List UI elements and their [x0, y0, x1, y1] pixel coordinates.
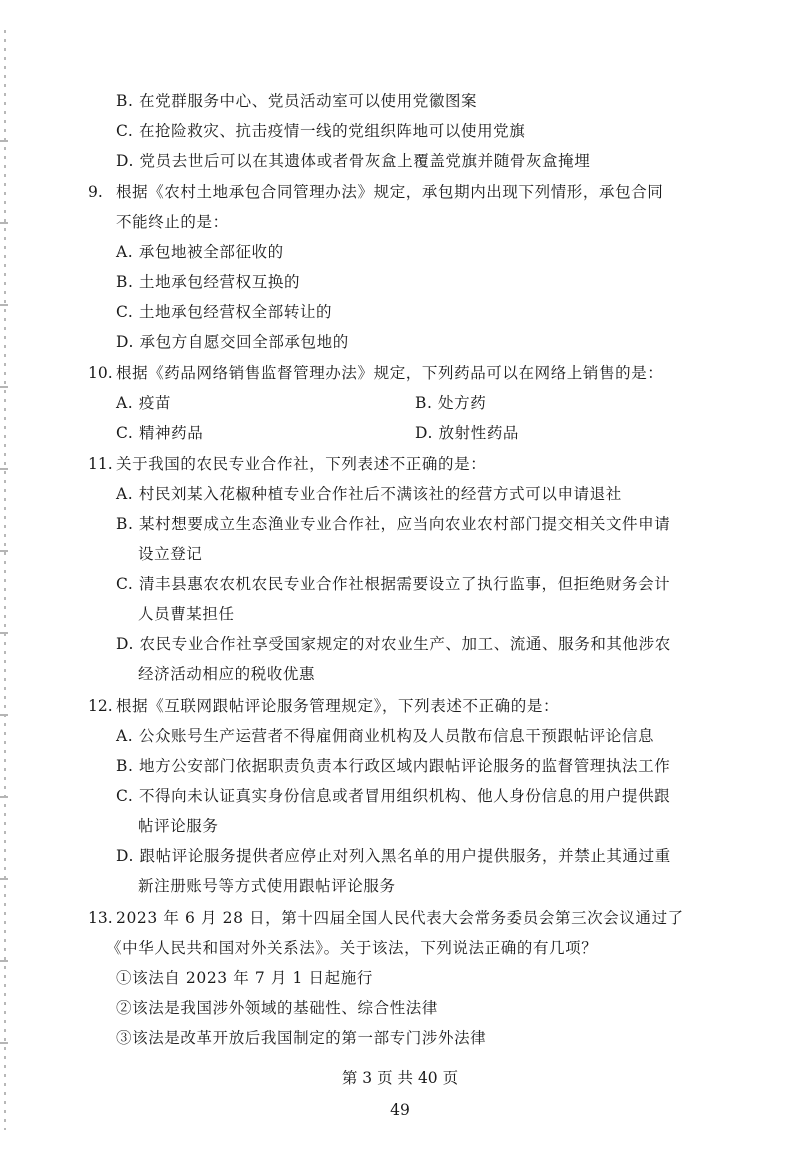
q10-option-a: A. 疫苗 [116, 394, 172, 412]
q8-option-c: C. 在抢险救灾、抗击疫情一线的党组织阵地可以使用党旗 [116, 122, 526, 140]
q9-number: 9. [88, 183, 103, 201]
binding-margin-ticks [0, 60, 8, 1110]
q13-item-1: ①该法自 2023 年 7 月 1 日起施行 [116, 969, 373, 987]
q13-stem-line2: 《中华人民共和国对外关系法》。关于该法，下列说法正确的有几项？ [106, 939, 598, 957]
q9-option-d: D. 承包方自愿交回全部承包地的 [116, 333, 349, 351]
q13-number: 13. [88, 909, 113, 927]
q12-option-c-line1: C. 不得向未认证真实身份信息或者冒用组织机构、他人身份信息的用户提供跟 [116, 787, 671, 805]
q10-option-b: B. 处方药 [415, 394, 487, 412]
q12-option-b: B. 地方公安部门依据职责负责本行政区域内跟帖评论服务的监督管理执法工作 [116, 757, 671, 775]
q9-stem-line1: 根据《农村土地承包合同管理办法》规定，承包期内出现下列情形，承包合同 [116, 183, 664, 201]
q10-option-d: D. 放射性药品 [415, 424, 520, 442]
q9-option-a: A. 承包地被全部征收的 [116, 243, 284, 261]
q9-stem-line2: 不能终止的是： [116, 213, 229, 231]
q9-option-c: C. 土地承包经营权全部转让的 [116, 303, 333, 321]
q12-option-d-line1: D. 跟帖评论服务提供者应停止对列入黑名单的用户提供服务，并禁止其通过重 [116, 847, 671, 865]
q12-option-c-line2: 帖评论服务 [138, 817, 219, 835]
q11-stem: 关于我国的农民专业合作社，下列表述不正确的是： [116, 455, 487, 473]
q12-stem: 根据《互联网跟帖评论服务管理规定》，下列表述不正确的是： [116, 697, 560, 715]
q11-option-c-line2: 人员曹某担任 [138, 605, 235, 623]
q9-option-b: B. 土地承包经营权互换的 [116, 273, 301, 291]
q11-option-c-line1: C. 清丰县惠农农机农民专业合作社根据需要设立了执行监事，但拒绝财务会计 [116, 575, 671, 593]
q10-stem: 根据《药品网络销售监督管理办法》规定，下列药品可以在网络上销售的是： [116, 364, 664, 382]
q11-option-b-line2: 设立登记 [138, 545, 203, 563]
q13-item-3: ③该法是改革开放后我国制定的第一部专门涉外法律 [116, 1029, 487, 1047]
q11-number: 11. [88, 455, 113, 473]
q12-option-d-line2: 新注册账号等方式使用跟帖评论服务 [138, 877, 396, 895]
q8-option-d: D. 党员去世后可以在其遗体或者骨灰盒上覆盖党旗并随骨灰盒掩埋 [116, 152, 591, 170]
q10-number: 10. [88, 364, 113, 382]
q11-option-b-line1: B. 某村想要成立生态渔业专业合作社，应当向农业农村部门提交相关文件申请 [116, 515, 671, 533]
page-number: 49 [390, 1101, 410, 1119]
q11-option-d-line1: D. 农民专业合作社享受国家规定的对农业生产、加工、流通、服务和其他涉农 [116, 635, 671, 653]
q12-option-a: A. 公众账号生产运营者不得雇佣商业机构及人员散布信息干预跟帖评论信息 [116, 727, 655, 745]
q8-option-b: B. 在党群服务中心、党员活动室可以使用党徽图案 [116, 92, 478, 110]
q10-option-c: C. 精神药品 [116, 424, 204, 442]
q13-stem-line1: 2023 年 6 月 28 日，第十四届全国人民代表大会常务委员会第三次会议通过了 [116, 909, 684, 927]
q13-item-2: ②该法是我国涉外领域的基础性、综合性法律 [116, 999, 439, 1017]
page-count-label: 第 3 页 共 40 页 [341, 1069, 459, 1087]
q11-option-d-line2: 经济活动相应的税收优惠 [138, 665, 316, 683]
q11-option-a: A. 村民刘某入花椒种植专业合作社后不满该社的经营方式可以申请退社 [116, 485, 622, 503]
q12-number: 12. [88, 697, 113, 715]
